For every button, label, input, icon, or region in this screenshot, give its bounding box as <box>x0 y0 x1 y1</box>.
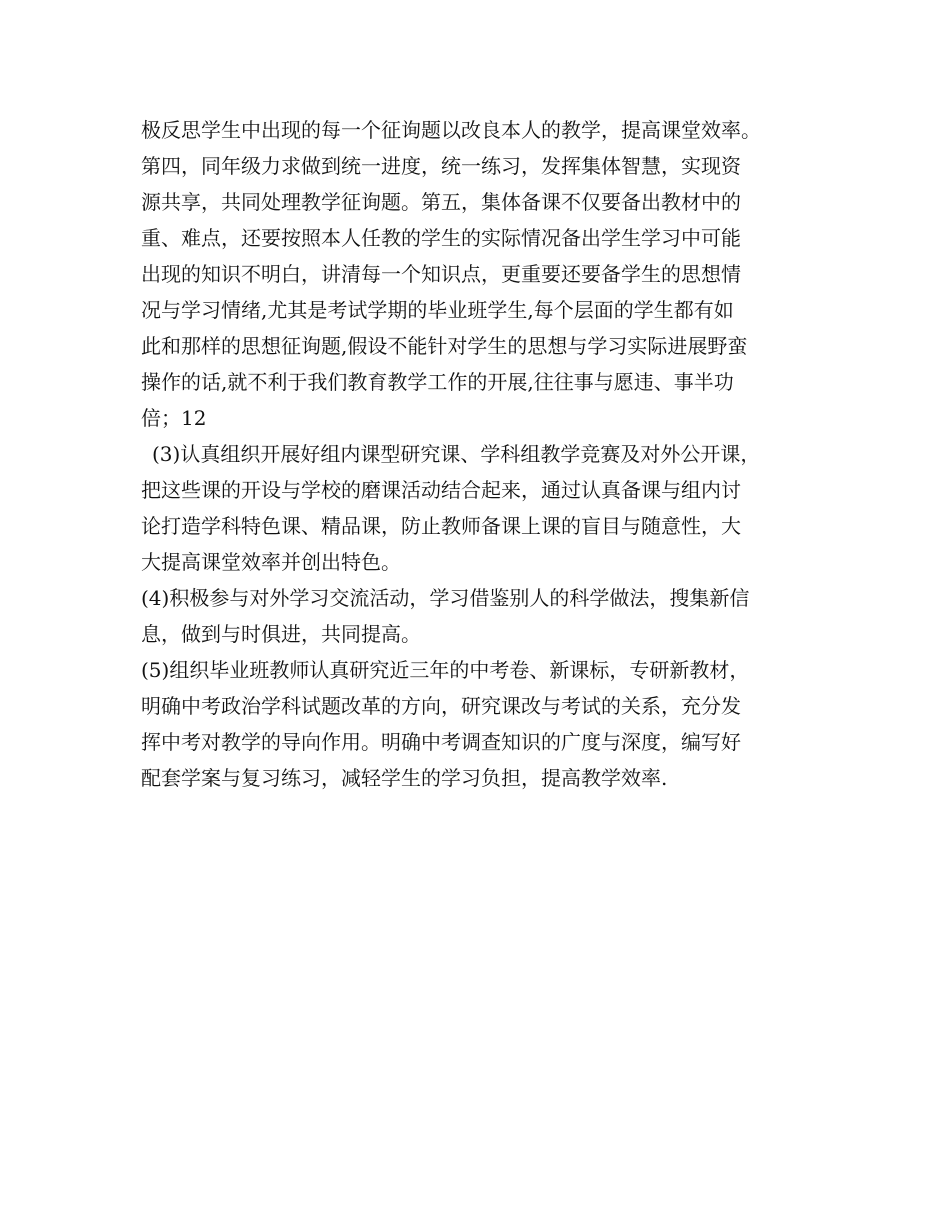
text-line: 第四，同年级力求做到统一进度，统一练习，发挥集体智慧，实现资 <box>141 154 741 178</box>
text-line: (3)认真组织开展好组内课型研究课、学科组教学竞赛及对外公开课， <box>152 442 761 466</box>
text-line: (5)组织毕业班教师认真研究近三年的中考卷、新课标，专研新教材， <box>141 658 750 682</box>
text-line: 息，做到与时俱进，共同提高。 <box>141 622 421 646</box>
text-line: 极反思学生中出现的每一个征询题以改良本人的教学，提高课堂效率。 <box>141 118 761 142</box>
text-line: 挥中考对教学的导向作用。明确中考调查知识的广度与深度，编写好 <box>141 730 741 754</box>
text-line: 明确中考政治学科试题改革的方向，研究课改与考试的关系，充分发 <box>141 694 741 718</box>
text-line: 把这些课的开设与学校的磨课活动结合起来，通过认真备课与组内讨 <box>141 478 741 502</box>
text-line: 源共享，共同处理教学征询题。第五，集体备课不仅要备出教材中的 <box>141 190 741 214</box>
text-line: 配套学案与复习练习，减轻学生的学习负担，提高教学效率. <box>141 766 668 790</box>
text-line: 大提高课堂效率并创出特色。 <box>141 550 401 574</box>
text-line: 论打造学科特色课、精品课，防止教师备课上课的盲目与随意性，大 <box>141 514 741 538</box>
text-line: 倍；12 <box>141 406 207 430</box>
text-line: 重、难点，还要按照本人任教的学生的实际情况备出学生学习中可能 <box>141 226 741 250</box>
text-line: 此和那样的思想征询题,假设不能针对学生的思想与学习实际进展野蛮 <box>141 334 748 358</box>
text-line: 况与学习情绪,尤其是考试学期的毕业班学生,每个层面的学生都有如 <box>141 298 734 322</box>
text-line: 操作的话,就不利于我们教育教学工作的开展,往往事与愿违、事半功 <box>141 370 734 394</box>
text-line: 出现的知识不明白，讲清每一个知识点，更重要还要备学生的思想情 <box>141 262 741 286</box>
text-line: (4)积极参与对外学习交流活动，学习借鉴别人的科学做法，搜集新信 <box>141 586 750 610</box>
